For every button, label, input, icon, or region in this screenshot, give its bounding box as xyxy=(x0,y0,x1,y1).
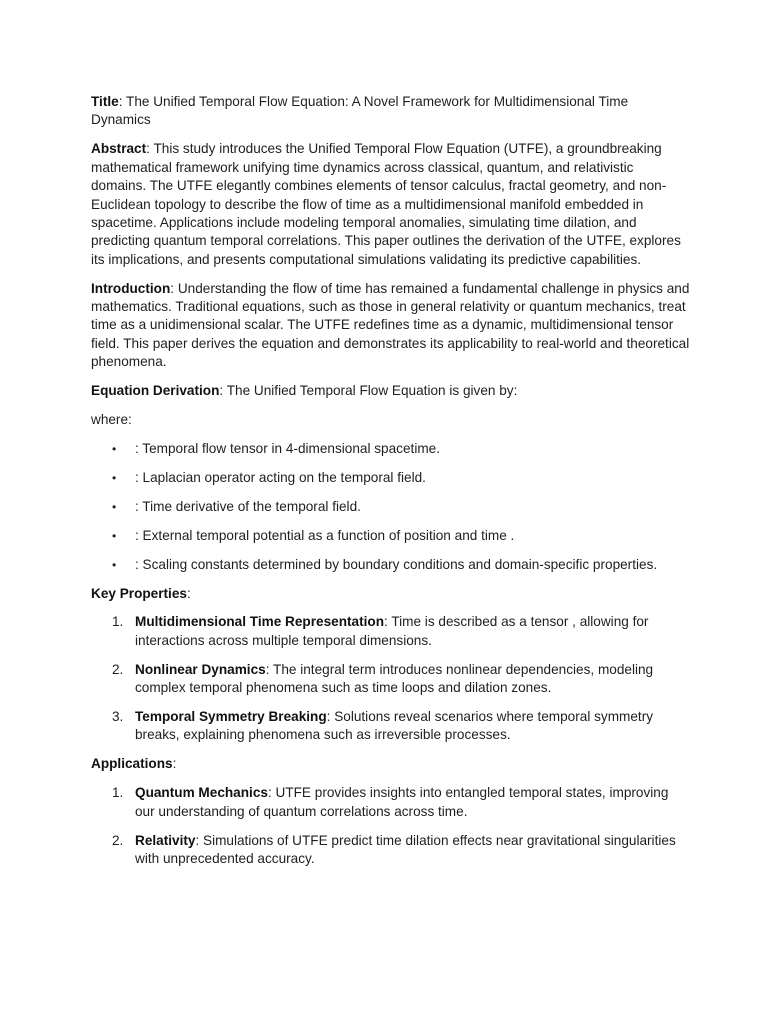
introduction-label: Introduction xyxy=(91,280,171,296)
list-item-text: : Simulations of UTFE predict time dilation effects near gravitational singularities with unprecedented accuracy. xyxy=(135,832,676,866)
list-item-text: : Solutions reveal scenarios where temporal symmetry breaks, explaining phenomena such as irreversible processes. xyxy=(135,709,654,743)
variable-list xyxy=(91,440,691,574)
list-item-label: Nonlinear Dynamics xyxy=(135,661,266,677)
abstract-text: : This study introduces the Unified Temporal Flow Equation (UTFE), a groundbreaking mathematical framework unifying time dynamics across classical, quantum, and relativistic domains. The UTFE elegantly combines elements of tensor calculus, fractal geometry, and non-Euclidean topology to describe the flow of time as a multidimensional manifold embedded in spacetime. Applications include modeling temporal anomalies, simulating time dilation, and predicting quantum temporal correlations. This paper outlines the derivation of the UTFE, explores its implications, and presents computational simulations validating its predictive capabilities. xyxy=(91,141,681,267)
derivation-label: Equation Derivation xyxy=(91,383,220,399)
list-item-text: : Laplacian operator acting on the temporal field. xyxy=(135,469,426,485)
derivation-text: : The Unified Temporal Flow Equation is given by: xyxy=(219,383,518,399)
key-properties-suffix: : xyxy=(186,585,191,601)
list-item-label: Quantum Mechanics xyxy=(135,785,268,801)
list-number: 1. xyxy=(112,785,124,801)
list-number: 2. xyxy=(112,832,124,848)
list-item xyxy=(91,556,691,574)
list-item-text: : Scaling constants determined by boundary conditions and domain-specific properties. xyxy=(135,556,658,572)
title-label: Title xyxy=(91,94,119,109)
applications-label: Applications xyxy=(91,756,173,772)
applications-suffix: : xyxy=(172,756,177,772)
list-item xyxy=(91,661,691,698)
list-item xyxy=(91,613,691,650)
derivation-paragraph xyxy=(91,382,691,400)
abstract-label: Abstract xyxy=(91,141,147,157)
introduction-paragraph xyxy=(91,280,691,372)
applications-list xyxy=(91,784,691,868)
list-item-text: : The integral term introduces nonlinear dependencies, modeling complex temporal phenomena such as time loops and dilation zones. xyxy=(135,661,654,696)
list-item xyxy=(91,440,691,458)
title-paragraph xyxy=(91,93,691,130)
applications-heading xyxy=(91,755,691,773)
document-page xyxy=(91,93,691,879)
list-number: 2. xyxy=(112,661,124,677)
bullet-icon: • xyxy=(112,470,117,485)
list-item-text: : Time is described as a tensor , allowing for interactions across multiple temporal dimensions. xyxy=(135,614,649,648)
list-item xyxy=(91,784,691,821)
abstract-paragraph xyxy=(91,140,691,269)
bullet-icon: • xyxy=(112,499,117,514)
list-number: 3. xyxy=(112,709,124,725)
list-item xyxy=(91,832,691,869)
where-line: where: xyxy=(91,412,132,428)
list-item-text: : Temporal flow tensor in 4-dimensional spacetime. xyxy=(135,441,440,456)
bullet-icon: • xyxy=(112,557,117,572)
list-item-text: : Time derivative of the temporal field. xyxy=(135,498,361,514)
list-item xyxy=(91,498,691,516)
key-properties-list xyxy=(91,613,691,744)
title-text: : The Unified Temporal Flow Equation: A Novel Framework for Multidimensional Time Dynamics xyxy=(91,94,629,128)
key-properties-heading xyxy=(91,585,691,603)
list-item-label: Temporal Symmetry Breaking xyxy=(135,709,327,725)
list-item-text: : External temporal potential as a function of position and time . xyxy=(135,527,515,543)
list-item-label: Relativity xyxy=(135,832,196,848)
list-item xyxy=(91,708,691,745)
bullet-icon: • xyxy=(112,528,117,543)
key-properties-label: Key Properties xyxy=(91,585,187,601)
list-item xyxy=(91,527,691,545)
list-item-label: Multidimensional Time Representation xyxy=(135,614,385,630)
list-item xyxy=(91,469,691,487)
bullet-icon: • xyxy=(112,442,117,456)
list-item-text: : UTFE provides insights into entangled temporal states, improving our understanding of quantum correlations across time. xyxy=(135,785,669,819)
list-number: 1. xyxy=(112,614,124,630)
introduction-text: : Understanding the flow of time has remained a fundamental challenge in physics and mathematics. Traditional equations, such as those in general relativity or quantum mechanics, treat time as a unidimensional scalar. The UTFE redefines time as a dynamic, multidimensional tensor field. This paper derives the equation and demonstrates its applicability to real-world and theoretical phenomena. xyxy=(91,280,690,370)
